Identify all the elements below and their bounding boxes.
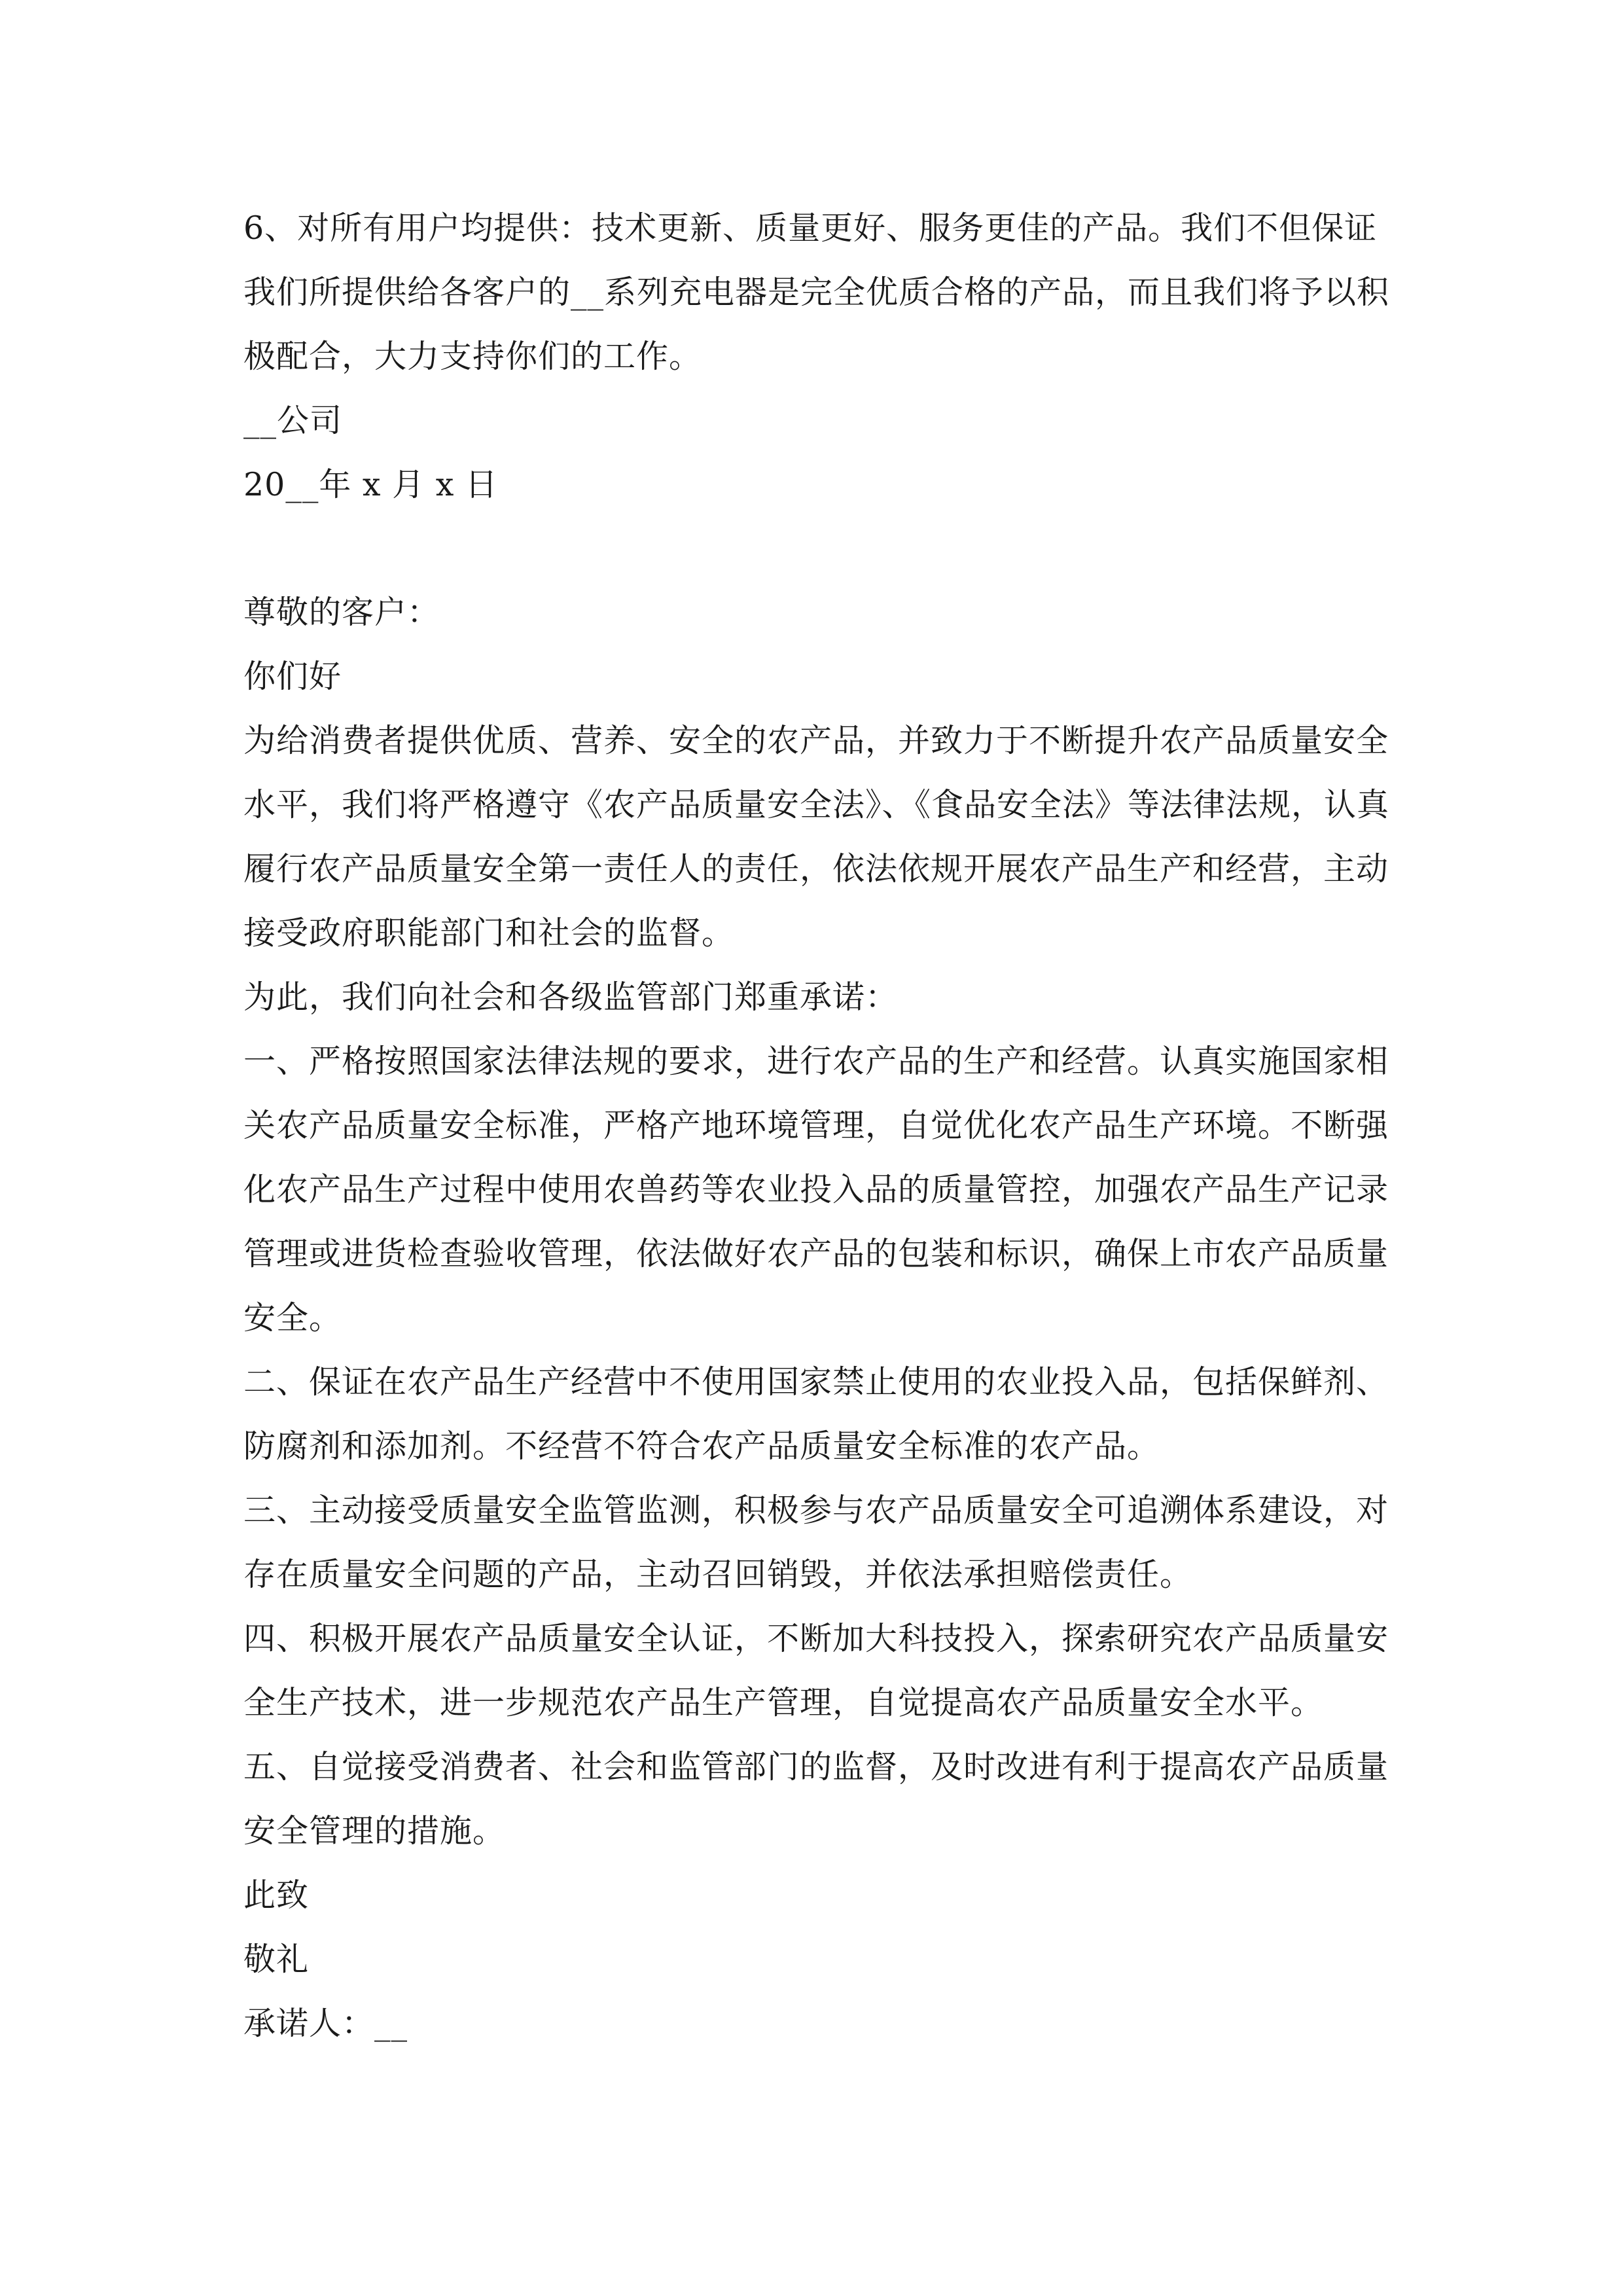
commitment-item-2-line: 防腐剂和添加剂。不经营不符合农产品质量安全标准的农产品。 bbox=[243, 1427, 1160, 1465]
commitment-item-4-line: 四、积极开展农产品质量安全认证，不断加大科技投入，探索研究农产品质量安 bbox=[243, 1620, 1389, 1657]
commitment-item-5-line: 安全管理的措施。 bbox=[243, 1812, 506, 1850]
closing-line-2: 敬礼 bbox=[243, 1941, 310, 1978]
intro-line: 接受政府职能部门和社会的监督。 bbox=[243, 914, 735, 952]
paragraph-line: 6、对所有用户均提供：技术更新、质量更好、服务更佳的产品。我们不但保证 bbox=[243, 209, 1378, 247]
commitment-item-1-line: 化农产品生产过程中使用农兽药等农业投入品的质量管控，加强农产品生产记录 bbox=[243, 1171, 1389, 1208]
commitment-item-4-line: 全生产技术，进一步规范农产品生产管理，自觉提高农产品质量安全水平。 bbox=[243, 1684, 1324, 1721]
commitment-item-5-line: 五、自觉接受消费者、社会和监管部门的监督，及时改进有利于提高农产品质量 bbox=[243, 1748, 1389, 1785]
salutation: 尊敬的客户： bbox=[243, 594, 440, 631]
commitment-item-1-line: 一、严格按照国家法律法规的要求，进行农产品的生产和经营。认真实施国家相 bbox=[243, 1043, 1389, 1080]
commitment-item-1-line: 关农产品质量安全标准，严格产地环境管理，自觉优化农产品生产环境。不断强 bbox=[243, 1107, 1389, 1144]
previous-letter-tail bbox=[243, 196, 1395, 517]
intro-line: 水平，我们将严格遵守《农产品质量安全法》、《食品安全法》等法律法规，认真 bbox=[243, 786, 1390, 823]
commitment-intro: 为此，我们向社会和各级监管部门郑重承诺： bbox=[243, 978, 899, 1016]
company-name: __公司 bbox=[243, 402, 343, 439]
signatory-line: 承诺人：__ bbox=[243, 2005, 408, 2042]
commitment-item-3-line: 存在质量安全问题的产品，主动召回销毁，并依法承担赔偿责任。 bbox=[243, 1556, 1193, 1593]
commitment-item-3-line: 三、主动接受质量安全监管监测，积极参与农产品质量安全可追溯体系建设，对 bbox=[243, 1492, 1389, 1529]
paragraph-line: 我们所提供给各客户的__系列充电器是完全优质合格的产品，而且我们将予以积 bbox=[243, 274, 1390, 311]
letter-date: 20__年 x 月 x 日 bbox=[243, 466, 498, 503]
greeting: 你们好 bbox=[243, 658, 342, 695]
intro-line: 为给消费者提供优质、营养、安全的农产品，并致力于不断提升农产品质量安全 bbox=[243, 722, 1389, 759]
intro-line: 履行农产品质量安全第一责任人的责任，依法依规开展农产品生产和经营，主动 bbox=[243, 850, 1389, 888]
commitment-item-1-line: 安全。 bbox=[243, 1299, 342, 1336]
commitment-letter bbox=[243, 581, 1395, 2056]
paragraph-line: 极配合，大力支持你们的工作。 bbox=[243, 338, 702, 375]
commitment-item-1-line: 管理或进货检查验收管理，依法做好农产品的包装和标识，确保上市农产品质量 bbox=[243, 1235, 1389, 1272]
commitment-item-2-line: 二、保证在农产品生产经营中不使用国家禁止使用的农业投入品，包括保鲜剂、 bbox=[243, 1363, 1389, 1401]
closing-line-1: 此致 bbox=[243, 1876, 310, 1914]
